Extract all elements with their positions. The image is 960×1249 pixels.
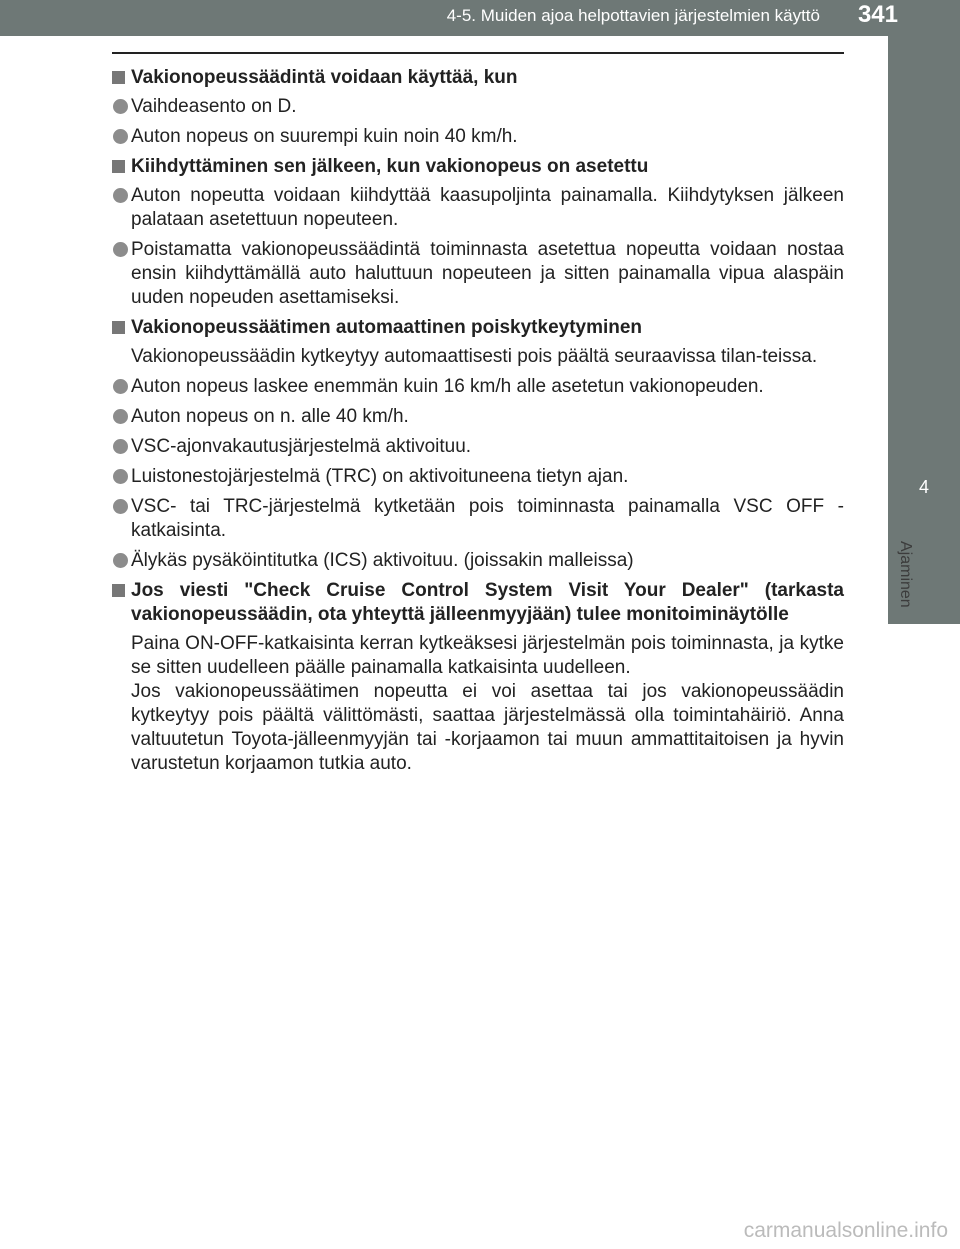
list-item-text: VSC- tai TRC-järjestelmä kytketään pois toiminnasta painamalla VSC OFF -katkaisinta. (131, 496, 844, 541)
page-number: 341 (857, 1, 898, 28)
list-item-text: Auton nopeus on suurempi kuin noin 40 km/h. (131, 126, 518, 147)
list-item (112, 405, 844, 429)
round-bullet-icon (113, 242, 128, 257)
round-bullet-icon (113, 553, 128, 568)
chapter-side-tab (888, 36, 960, 1249)
round-bullet-icon (113, 499, 128, 514)
section-heading (112, 155, 844, 179)
heading-text: Vakionopeussäädintä voidaan käyttää, kun (131, 67, 518, 88)
paragraph: Paina ON-OFF-katkaisinta kerran kytkeäksesi järjestelmän pois toiminnasta, ja kytke se sitten uudelleen päälle painamalla katkaisinta uudelleen. (131, 633, 844, 678)
list-item-text: Poistamatta vakionopeussäädintä toiminnasta asetettua nopeutta voidaan nostaa ensin kiihdyttämällä auto haluttuun nopeuteen ja sitten painamalla vipua alaspäin uuden nopeuden asettamiseksi. (131, 239, 844, 308)
list-item (112, 495, 844, 543)
round-bullet-icon (113, 469, 128, 484)
section-title: 4-5. Muiden ajoa helpottavien järjestelmien käyttö (446, 6, 820, 25)
list-item-text: Auton nopeus laskee enemmän kuin 16 km/h alle asetetun vakionopeuden. (131, 376, 764, 397)
list-item (112, 184, 844, 232)
list-item-text: Auton nopeutta voidaan kiihdyttää kaasupoljinta painamalla. Kiihdytyksen jälkeen palataan asetettuun nopeuteen. (131, 185, 844, 230)
page-content (112, 66, 844, 776)
heading-text: Kiihdyttäminen sen jälkeen, kun vakionopeus on asetettu (131, 156, 649, 177)
list-item-text: Auton nopeus on n. alle 40 km/h. (131, 406, 409, 427)
list-item (112, 95, 844, 119)
list-item (112, 238, 844, 310)
round-bullet-icon (113, 439, 128, 454)
round-bullet-icon (113, 99, 128, 114)
list-item-text: Älykäs pysäköintitutka (ICS) aktivoituu. (joissakin malleissa) (131, 550, 634, 571)
chapter-title (895, 541, 915, 651)
list-item (112, 465, 844, 489)
section-heading (112, 316, 844, 340)
heading-text: Vakionopeussäätimen automaattinen poiskytkeytyminen (131, 317, 643, 338)
heading-text: Jos viesti "Check Cruise Control System Visit Your Dealer" (tarkasta vakionopeussäädin, ota yhteyttä jälleenmyyjään) tulee monitoiminäytölle (131, 580, 844, 625)
section-intro: Vakionopeussäädin kytkeytyy automaattisesti pois päältä seuraavissa tilan-teissa. (131, 346, 818, 367)
header-bar (0, 0, 960, 36)
round-bullet-icon (113, 409, 128, 424)
square-bullet-icon (112, 160, 125, 173)
round-bullet-icon (113, 379, 128, 394)
top-divider (112, 52, 844, 54)
square-bullet-icon (112, 321, 125, 334)
round-bullet-icon (113, 188, 128, 203)
square-bullet-icon (112, 584, 125, 597)
section-heading (112, 579, 844, 627)
list-item (112, 435, 844, 459)
list-item-text: Vaihdeasento on D. (131, 96, 297, 117)
chapter-title-text: Ajaminen (897, 541, 914, 608)
list-item (112, 549, 844, 573)
paragraph: Jos vakionopeussäätimen nopeutta ei voi asettaa tai jos vakionopeussäädin kytkeytyy pois päältä välittömästi, saattaa järjestelmässä olla toimintahäiriö. Anna valtuutetun Toyota-jälleenmyyjän tai -korjaamon tai muun ammattitaitoisen ja hyvin varustetun korjaamon tutkia auto. (131, 681, 844, 774)
list-item-text: Luistonestojärjestelmä (TRC) on aktivoituneena tietyn ajan. (131, 466, 629, 487)
square-bullet-icon (112, 71, 125, 84)
chapter-number: 4 (918, 477, 929, 497)
round-bullet-icon (113, 129, 128, 144)
list-item-text: VSC-ajonvakautusjärjestelmä aktivoituu. (131, 436, 472, 457)
side-tab-bar (888, 36, 960, 464)
watermark: carmanualsonline.info (743, 1219, 948, 1242)
list-item (112, 125, 844, 149)
section-heading (112, 66, 844, 90)
list-item (112, 375, 844, 399)
